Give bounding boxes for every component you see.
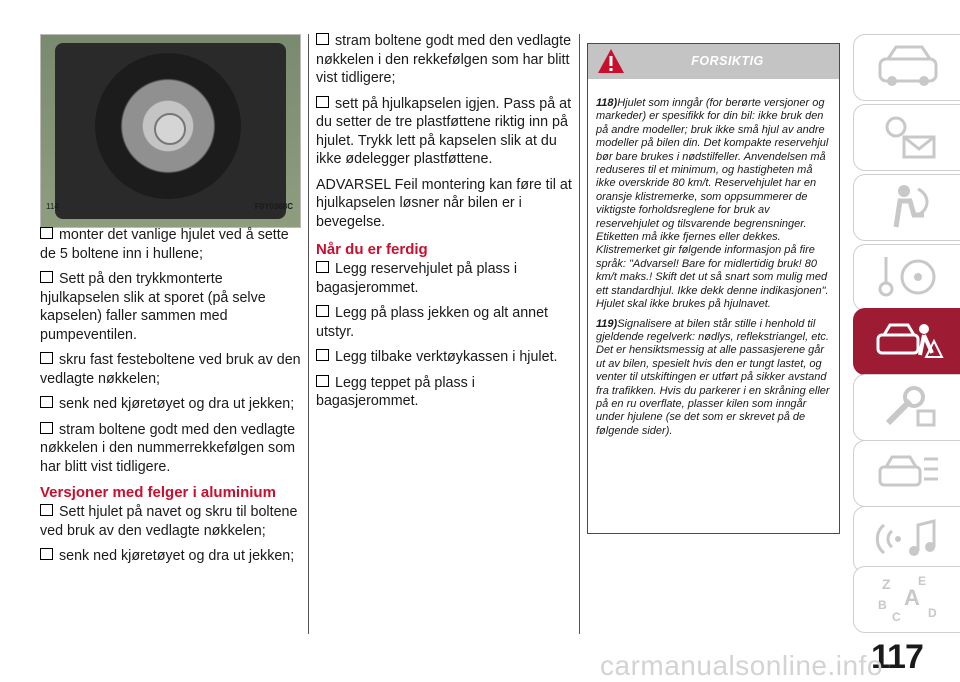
list-item: Legg på plass jekken og alt annet utstyr. [316,305,549,340]
list-item: Sett på den trykkmonterte hjulkapselen slik at sporet (på selve kapselen) faller sammen med pumpeventilen. [40,271,266,343]
figure-spare-wheel [40,34,301,228]
checkbox-bullet-icon [40,396,53,408]
list-item: skru fast festeboltene ved bruk av den vedlagte nøkkelen; [40,352,301,387]
tab-maintenance[interactable] [853,374,960,441]
warning-paragraph: ADVARSEL Feil montering kan føre til at hjulkapselen løsner når bilen er i bevegelse. [316,176,572,230]
section-heading-aluminium: Versjoner med felger i aluminium [40,484,276,501]
section-heading-done: Når du er ferdig [316,241,428,258]
svg-text:A: A [904,585,920,610]
text-column-2 [316,32,574,418]
tab-technical-data[interactable] [853,440,960,507]
caution-header [588,44,839,79]
caution-box [587,43,840,534]
list-item: Legg tilbake verktøykassen i hjulet. [316,348,574,367]
list-item: Legg reservehjulet på plass i bagasjerommet. [316,261,517,296]
multimedia-icon [874,513,944,565]
list-item: senk ned kjøretøyet og dra ut jekken; [40,395,302,414]
wrench-maintenance-icon [874,381,944,433]
note-number: 118) [596,97,618,109]
column-divider-2 [579,34,580,634]
seat-airbag-icon [874,181,944,233]
list-item: stram boltene godt med den vedlagte nøkkelen i den nummerrekkefølgen som har blitt vist tidligere. [40,421,296,475]
tab-starting-driving[interactable] [853,244,960,311]
list-item: sett på hjulkapselen igjen. Pass på at du setter de tre plastføttene riktig inn på hjulet. Trykk lett på kapselen slik at du ikke ødelegger plastføttene. [316,95,572,167]
tab-index[interactable] [853,566,960,633]
wheel-hub [154,113,186,145]
caution-note-118: 118)Hjulet som inngår (for berørte versjoner og markeder) er spesifikk for din bil: ikke bruk den på andre modeller; bruk ikke små hjul av andre modeller på bilen din. Det kompakte reservehjul bør bare brukes i nødstilfeller. Anvendelsen må reduseres til et minimum, og hastigheten må ikke overskride 80 km/t. Reservehjulet har en oransje klistremerke, som oppsummerer de viktigste forholdsreglene for bruk av reservehjulet og tilsvarende begrensninger. Etiketten må ikke fjernes eller dekkes. Klistremerket gir følgende informasjon på fire språk: "Advarsel! Bare for midlertidig bruk! 80 km/t maks.! Skift det ut så snart som mulig med ett standardhjul. Ikke dekk denne indikasjonen". Hjulet skal ikke brukes på hjulnavet. [596,97,829,311]
car-dashboard-icon [874,41,944,93]
tab-safety[interactable] [853,174,960,241]
list-item: senk ned kjøretøyet og dra ut jekken; [40,547,302,566]
checkbox-bullet-icon [316,261,329,273]
checkbox-bullet-icon [316,375,329,387]
checkbox-bullet-icon [316,305,329,317]
note-number: 119) [596,317,618,330]
figure-number: 114 [46,202,59,211]
key-steering-wheel-icon [874,251,944,303]
svg-text:B: B [878,598,887,612]
tab-emergency[interactable] [853,308,960,375]
checkbox-bullet-icon [40,352,53,364]
text-column-1 [40,226,302,573]
checkbox-bullet-icon [40,504,53,516]
list-item: stram boltene godt med den vedlagte nøkkelen i den rekkefølgen som har blitt vist tidligere; [316,33,572,86]
figure-caption [40,202,299,216]
svg-text:Z: Z [882,576,891,592]
caution-body [588,79,839,438]
column-divider-1 [308,34,309,634]
lights-message-icon [874,111,944,163]
svg-text:E: E [918,574,927,588]
figure-code: F0Y0368C [254,202,293,211]
checkbox-bullet-icon [40,227,53,239]
checkbox-bullet-icon [40,422,53,434]
list-item: monter det vanlige hjulet ved å sette de 5 boltene inn i hullene; [40,227,289,262]
page-number: 117 [871,638,923,676]
watermark[interactable]: carmanualsonline.info [600,650,883,681]
tab-multimedia[interactable] [853,506,960,573]
caution-note-119: 119)Signalisere at bilen står stille i henhold til gjeldende regelverk: nødlys, reflekstriangel, etc. Det er hensiktsmessig at alle passasjerene går ut av bilen, spesielt hvis den er tungt lastet, og venter til utskiftingen er utført på sikker avstand fra trafikken. Hvis du parkerer i en skråning eller på en ru overflate, plasser kilen som inngår under hjulene (se det som er skrevet på de følgende sider). [596,317,830,437]
list-item: Sett hjulet på navet og skru til boltene ved bruk av den vedlagte nøkkelen; [40,504,298,539]
breakdown-car-icon [874,315,944,367]
svg-text:D: D [928,606,937,620]
alphabetical-index-icon [874,573,944,625]
tab-car-dashboard[interactable] [853,34,960,101]
car-specs-icon [874,447,944,499]
caution-title: FORSIKTIG [691,54,764,68]
checkbox-bullet-icon [40,271,53,283]
svg-text:C: C [892,610,901,624]
checkbox-bullet-icon [316,349,329,361]
checkbox-bullet-icon [40,548,53,560]
checkbox-bullet-icon [316,96,329,108]
list-item: Legg teppet på plass i bagasjerommet. [316,374,475,409]
tab-lights-messages[interactable] [853,104,960,171]
checkbox-bullet-icon [316,33,329,45]
